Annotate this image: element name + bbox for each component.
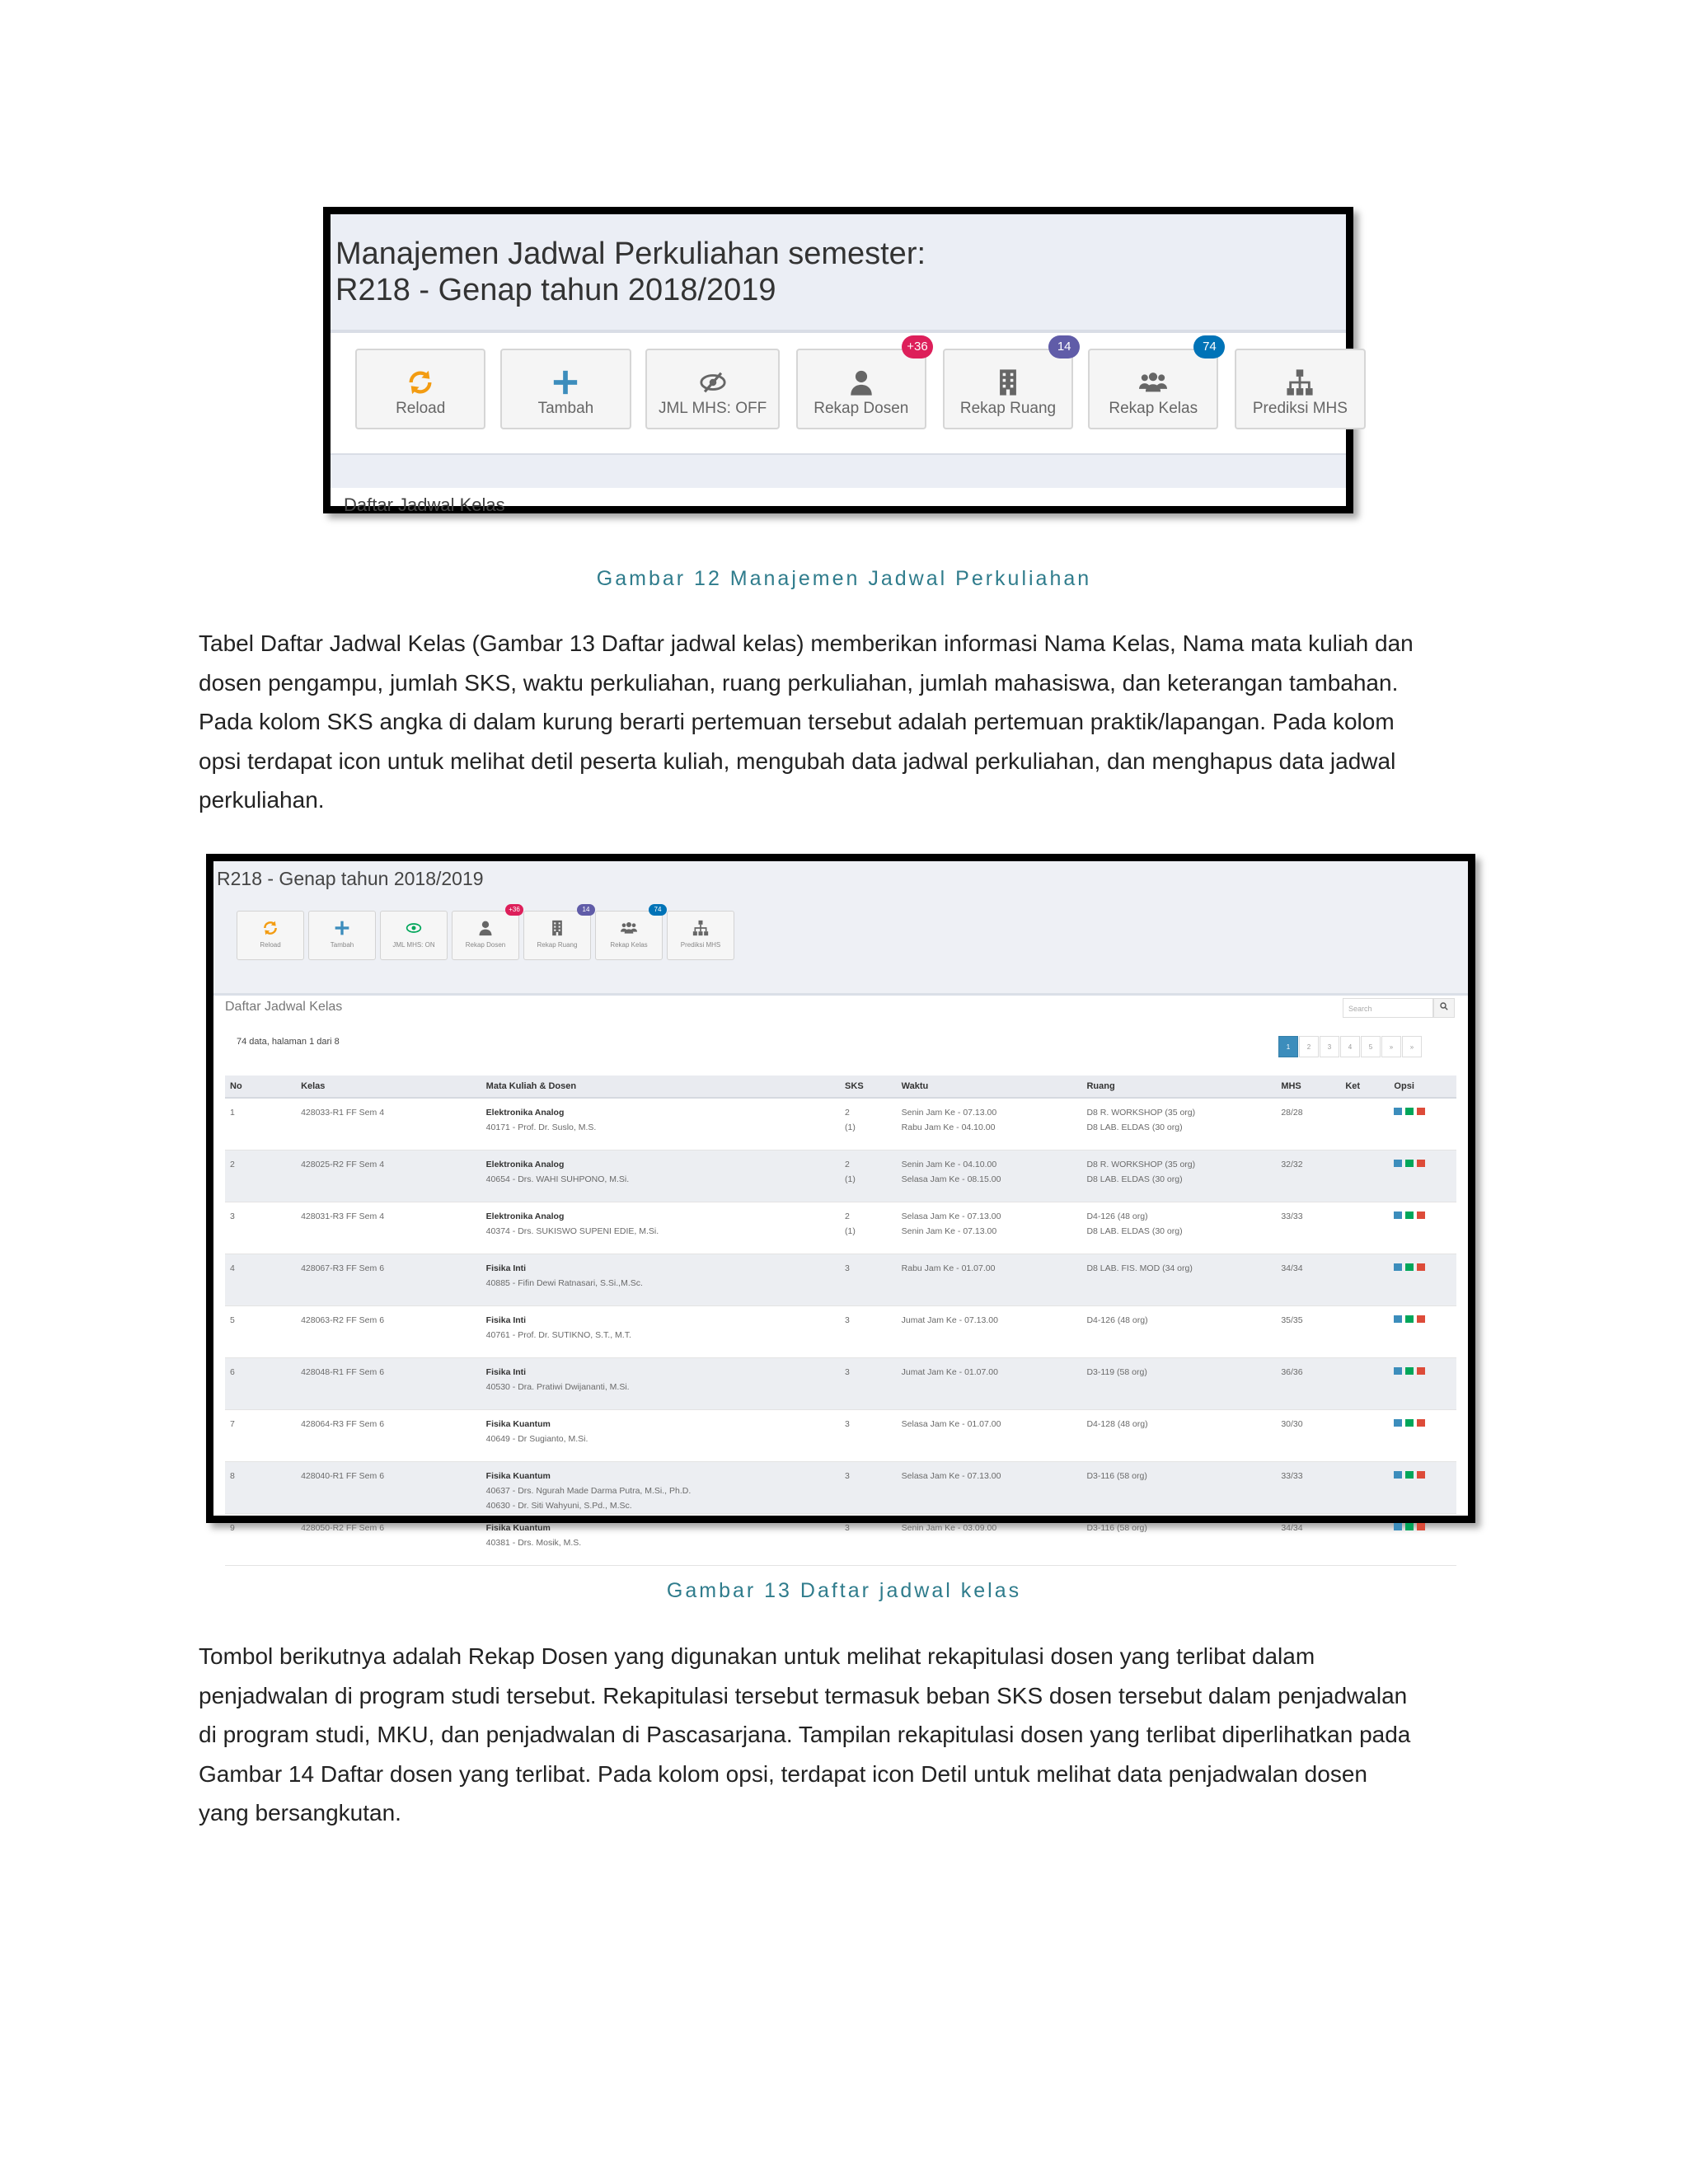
button-label: Reload — [260, 941, 281, 949]
sks-value: 3 — [845, 1315, 850, 1325]
rekap-dosen-button[interactable] — [452, 906, 520, 960]
page-link[interactable]: 1 — [1278, 1036, 1298, 1057]
button-label: Tambah — [330, 941, 354, 949]
search-icon — [1440, 1002, 1448, 1010]
sks-practical: (1) — [845, 1174, 856, 1184]
table-cell — [225, 1358, 296, 1410]
table-cell — [840, 1410, 897, 1462]
room: D4-128 (48 org) — [1086, 1419, 1148, 1429]
refresh-icon — [262, 920, 279, 936]
table-cell — [296, 1202, 481, 1254]
title-line-1: Manajemen Jadwal Perkuliahan semester: — [335, 237, 926, 271]
table-cell — [1276, 1306, 1340, 1358]
search-button[interactable] — [1433, 998, 1455, 1018]
table-cell — [1276, 1514, 1340, 1566]
schedule-time: Senin Jam Ke - 03.09.00 — [901, 1523, 997, 1533]
class-code: 428050-R2 FF Sem 6 — [301, 1523, 385, 1533]
table-cell — [840, 1151, 897, 1202]
class-code: 428025-R2 FF Sem 4 — [301, 1160, 385, 1169]
table-cell — [840, 1462, 897, 1514]
rekap-kelas-button[interactable] — [595, 906, 663, 960]
delete-icon[interactable] — [1417, 1367, 1425, 1375]
page-header — [331, 214, 1346, 333]
table-cell — [1340, 1151, 1389, 1202]
table-cell — [296, 1306, 481, 1358]
table-cell — [481, 1514, 840, 1566]
column-header: Waktu — [897, 1076, 1082, 1098]
sks-value: 3 — [845, 1367, 850, 1377]
table-cell — [1389, 1358, 1456, 1410]
edit-icon[interactable] — [1405, 1108, 1414, 1115]
paragraph-2 — [199, 1637, 1491, 1833]
room: D3-116 (58 org) — [1086, 1471, 1147, 1481]
table-cell — [897, 1514, 1082, 1566]
class-code: 428040-R1 FF Sem 6 — [301, 1471, 385, 1481]
title-line-2: R218 - Genap tahun 2018/2019 — [335, 273, 776, 307]
rekap-kelas-button[interactable] — [1088, 340, 1218, 429]
row-number: 8 — [230, 1471, 235, 1481]
paragraph-2-line: yang bersangkutan. — [199, 1800, 401, 1825]
count-badge: 14 — [577, 904, 595, 916]
schedule-time: Selasa Jam Ke - 01.07.00 — [901, 1419, 1001, 1429]
paragraph-2-line: Tombol berikutnya adalah Rekap Dosen yang digunakan untuk melihat rekapitulasi dosen yang terlibat dalam — [199, 1643, 1315, 1669]
table-cell — [481, 1202, 840, 1254]
table-cell — [840, 1358, 897, 1410]
tambah-button[interactable] — [500, 349, 631, 429]
table-cell — [1389, 1462, 1456, 1514]
student-count: 35/35 — [1281, 1315, 1303, 1325]
sks-practical: (1) — [845, 1226, 856, 1236]
table-cell — [225, 1254, 296, 1306]
prediksi-mhs-button[interactable] — [1235, 349, 1365, 429]
users-icon — [621, 920, 637, 936]
paragraph-1-line: dosen pengampu, jumlah SKS, waktu perkuliahan, ruang perkuliahan, jumlah mahasiswa, dan keterangan tambahan. — [199, 669, 1399, 696]
page-link[interactable]: 2 — [1299, 1036, 1319, 1057]
table-cell — [296, 1151, 481, 1202]
schedule-time: Senin Jam Ke - 07.13.00 — [901, 1108, 997, 1118]
room: D3-116 (58 org) — [1086, 1523, 1147, 1533]
table-cell — [481, 1151, 840, 1202]
edit-icon[interactable] — [1405, 1419, 1414, 1427]
table-row — [225, 1098, 1456, 1151]
table-cell — [840, 1202, 897, 1254]
table-cell — [225, 1306, 296, 1358]
row-number: 7 — [230, 1419, 235, 1429]
paragraph-2-line: di program studi, MKU, dan penjadwalan di Pascasarjana. Tampilan rekapitulasi dosen yang terlibat diperlihatkan pada — [199, 1722, 1411, 1747]
reload-button[interactable] — [355, 349, 485, 429]
detail-icon[interactable] — [1394, 1212, 1402, 1219]
table-cell — [897, 1202, 1082, 1254]
table-cell — [897, 1410, 1082, 1462]
plus-icon — [334, 920, 350, 936]
course-name: Elektronika Analog — [485, 1160, 565, 1169]
table-cell — [225, 1514, 296, 1566]
table-cell — [840, 1514, 897, 1566]
table-cell — [225, 1098, 296, 1151]
paragraph-2-line: Gambar 14 Daftar dosen yang terlibat. Pada kolom opsi, terdapat icon Detil untuk melihat data penjadwalan dosen — [199, 1760, 1367, 1787]
lecturer-name: 40885 - Fifin Dewi Ratnasari, S.Si.,M.Sc. — [485, 1278, 643, 1288]
table-cell — [897, 1358, 1082, 1410]
detail-icon[interactable] — [1394, 1315, 1402, 1323]
caption-figure-12: Gambar 12 Manajemen Jadwal Perkuliahan — [596, 567, 1092, 590]
room: D4-126 (48 org) — [1086, 1315, 1148, 1325]
delete-icon[interactable] — [1417, 1471, 1425, 1479]
room: D8 LAB. ELDAS (30 org) — [1086, 1174, 1183, 1184]
table-cell — [1340, 1514, 1389, 1566]
edit-icon[interactable] — [1405, 1523, 1414, 1530]
paragraph-1-line: Tabel Daftar Jadwal Kelas (Gambar 13 Daftar jadwal kelas) memberikan informasi Nama Kelas, Nama mata kuliah dan — [199, 630, 1414, 656]
building-icon — [994, 368, 1022, 396]
lecturer-name: 40637 - Drs. Ngurah Made Darma Putra, M.Si., Ph.D. — [485, 1486, 692, 1496]
table-cell — [840, 1306, 897, 1358]
delete-icon[interactable] — [1417, 1523, 1425, 1530]
page-link[interactable]: 4 — [1340, 1036, 1360, 1057]
table-cell — [1340, 1098, 1389, 1151]
row-number: 1 — [230, 1108, 235, 1118]
rekap-ruang-button[interactable] — [523, 906, 591, 960]
edit-icon[interactable] — [1405, 1160, 1414, 1167]
room: D8 LAB. ELDAS (30 org) — [1086, 1226, 1183, 1236]
data-count: 74 data, halaman 1 dari 8 — [237, 1037, 340, 1047]
table-cell — [897, 1306, 1082, 1358]
figure-12-screenshot — [323, 207, 1353, 513]
sks-value: 2 — [845, 1108, 850, 1118]
button-label: Rekap Kelas — [1109, 400, 1198, 417]
table-row — [225, 1306, 1456, 1358]
row-number: 2 — [230, 1160, 235, 1169]
table-cell — [897, 1254, 1082, 1306]
sks-value: 3 — [845, 1263, 850, 1273]
column-header: SKS — [840, 1076, 897, 1098]
table-cell — [1276, 1202, 1340, 1254]
button-label: Tambah — [537, 400, 594, 417]
page-link[interactable]: 3 — [1320, 1036, 1339, 1057]
paragraph-1-line: opsi terdapat icon untuk melihat detil peserta kuliah, mengubah data jadwal perkuliahan, dan menghapus data jadwal — [199, 748, 1396, 774]
table-cell — [1340, 1306, 1389, 1358]
sks-value: 3 — [845, 1471, 850, 1481]
table-cell — [225, 1410, 296, 1462]
lecturer-name: 40654 - Drs. WAHI SUHPONO, M.Si. — [485, 1174, 630, 1184]
count-badge: 14 — [1048, 335, 1080, 359]
rekap-ruang-button[interactable] — [943, 340, 1073, 429]
table-cell — [840, 1098, 897, 1151]
table-cell — [897, 1462, 1082, 1514]
table-cell — [1081, 1410, 1276, 1462]
table-cell — [296, 1462, 481, 1514]
table-cell — [225, 1151, 296, 1202]
class-code: 428064-R3 FF Sem 6 — [301, 1419, 385, 1429]
edit-icon[interactable] — [1405, 1471, 1414, 1479]
table-cell — [1340, 1254, 1389, 1306]
course-name: Fisika Inti — [485, 1367, 527, 1377]
page-link[interactable]: » — [1402, 1036, 1422, 1057]
delete-icon[interactable] — [1417, 1315, 1425, 1323]
table-cell — [1081, 1254, 1276, 1306]
table-cell — [1340, 1410, 1389, 1462]
course-name: Fisika Kuantum — [485, 1419, 551, 1429]
table-row — [225, 1151, 1456, 1202]
rekap-dosen-button[interactable] — [796, 340, 928, 429]
paragraph-2-line: penjadwalan di program studi tersebut. Rekapitulasi tersebut termasuk beban SKS dosen tersebut dalam penjadwalan — [199, 1682, 1408, 1708]
room: D8 R. WORKSHOP (35 org) — [1086, 1160, 1196, 1169]
room: D3-119 (58 org) — [1086, 1367, 1147, 1377]
button-label: Rekap Ruang — [959, 400, 1057, 417]
refresh-icon — [406, 368, 434, 396]
button-label: Rekap Ruang — [537, 941, 578, 949]
detail-icon[interactable] — [1394, 1160, 1402, 1167]
student-count: 34/34 — [1281, 1263, 1303, 1273]
count-badge: +36 — [902, 335, 933, 359]
room: D8 LAB. ELDAS (30 org) — [1086, 1122, 1183, 1132]
column-header: Ket — [1340, 1076, 1389, 1098]
student-count: 36/36 — [1281, 1367, 1303, 1377]
table-row — [225, 1410, 1456, 1462]
schedule-time: Senin Jam Ke - 04.10.00 — [901, 1160, 997, 1169]
delete-icon[interactable] — [1417, 1160, 1425, 1167]
table-cell — [296, 1254, 481, 1306]
lecturer-name: 40761 - Prof. Dr. SUTIKNO, S.T., M.T. — [485, 1330, 631, 1340]
button-label: Prediksi MHS — [680, 941, 721, 949]
count-badge: 74 — [1193, 335, 1225, 359]
search-input[interactable]: Search — [1343, 998, 1433, 1018]
sks-value: 2 — [845, 1160, 850, 1169]
table-cell — [1081, 1306, 1276, 1358]
class-code: 428031-R3 FF Sem 4 — [301, 1212, 385, 1221]
schedule-time: Jumat Jam Ke - 01.07.00 — [901, 1367, 998, 1377]
column-header: No — [225, 1076, 296, 1098]
column-header: Mata Kuliah & Dosen — [481, 1076, 840, 1098]
column-header: Opsi — [1389, 1076, 1456, 1098]
lecturer-name: 40630 - Dr. Siti Wahyuni, S.Pd., M.Sc. — [485, 1501, 632, 1511]
student-count: 28/28 — [1281, 1108, 1303, 1118]
plus-icon — [551, 368, 579, 396]
schedule-time: Selasa Jam Ke - 08.15.00 — [901, 1174, 1001, 1184]
button-label: JML MHS: ON — [392, 941, 435, 949]
sks-value: 3 — [845, 1419, 850, 1429]
table-cell — [1276, 1151, 1340, 1202]
course-name: Fisika Kuantum — [485, 1523, 551, 1533]
class-code: 428067-R3 FF Sem 6 — [301, 1263, 385, 1273]
schedule-time: Rabu Jam Ke - 01.07.00 — [901, 1263, 996, 1273]
button-label: Prediksi MHS — [1252, 400, 1348, 417]
table-cell — [1276, 1358, 1340, 1410]
schedule-time: Senin Jam Ke - 07.13.00 — [901, 1226, 997, 1236]
tambah-button[interactable] — [308, 911, 376, 960]
page-link[interactable]: » — [1381, 1036, 1401, 1057]
table-cell — [481, 1098, 840, 1151]
count-badge: 74 — [649, 904, 667, 916]
table-row — [225, 1514, 1456, 1566]
student-count: 32/32 — [1281, 1160, 1303, 1169]
table-row — [225, 1358, 1456, 1410]
page-title — [335, 236, 926, 308]
table-row — [225, 1254, 1456, 1306]
table-cell — [481, 1410, 840, 1462]
lecturer-name: 40374 - Drs. SUKISWO SUPENI EDIE, M.Si. — [485, 1226, 659, 1236]
panel-title: Daftar Jadwal Kelas — [225, 1000, 343, 1014]
sks-practical: (1) — [845, 1122, 856, 1132]
lecturer-name: 40530 - Dra. Pratiwi Dwijananti, M.Si. — [485, 1382, 630, 1392]
table-cell — [1340, 1202, 1389, 1254]
panel-header-strip — [331, 453, 1346, 488]
table-cell — [1340, 1462, 1389, 1514]
building-icon — [549, 920, 565, 936]
schedule-time: Jumat Jam Ke - 07.13.00 — [901, 1315, 998, 1325]
row-number: 3 — [230, 1212, 235, 1221]
course-name: Fisika Inti — [485, 1263, 527, 1273]
delete-icon[interactable] — [1417, 1263, 1425, 1271]
table-cell — [481, 1462, 840, 1514]
table-cell — [1276, 1462, 1340, 1514]
jml-mhs-off-button[interactable] — [645, 349, 779, 429]
table-cell — [225, 1462, 296, 1514]
table-cell — [1389, 1410, 1456, 1462]
detail-icon[interactable] — [1394, 1523, 1402, 1530]
student-count: 33/33 — [1281, 1212, 1303, 1221]
eye-icon — [406, 920, 422, 936]
delete-icon[interactable] — [1417, 1212, 1425, 1219]
table-cell — [840, 1254, 897, 1306]
table-cell — [1340, 1358, 1389, 1410]
table-cell — [897, 1151, 1082, 1202]
button-label: Rekap Dosen — [465, 941, 506, 949]
page-link[interactable]: 5 — [1361, 1036, 1381, 1057]
button-label: Rekap Dosen — [814, 400, 909, 417]
button-label: Rekap Kelas — [610, 941, 648, 949]
users-icon — [1139, 368, 1167, 396]
table-cell — [296, 1410, 481, 1462]
button-label: JML MHS: OFF — [658, 400, 767, 417]
table-cell — [1081, 1514, 1276, 1566]
table-row — [225, 1202, 1456, 1254]
course-name: Elektronika Analog — [485, 1212, 565, 1221]
table-cell — [225, 1202, 296, 1254]
edit-icon[interactable] — [1405, 1315, 1414, 1323]
table-cell — [296, 1098, 481, 1151]
delete-icon[interactable] — [1417, 1419, 1425, 1427]
caption-figure-13: Gambar 13 Daftar jadwal kelas — [666, 1579, 1022, 1602]
page-header — [213, 861, 1468, 996]
paragraph-1 — [199, 624, 1491, 820]
student-count: 33/33 — [1281, 1471, 1303, 1481]
table-cell — [1081, 1358, 1276, 1410]
table-cell — [1389, 1098, 1456, 1151]
column-header: Ruang — [1081, 1076, 1276, 1098]
user-icon — [847, 368, 875, 396]
table-row — [225, 1462, 1456, 1514]
course-name: Elektronika Analog — [485, 1108, 565, 1118]
row-number: 4 — [230, 1263, 235, 1273]
table-cell — [897, 1098, 1082, 1151]
column-header: MHS — [1276, 1076, 1340, 1098]
row-number: 5 — [230, 1315, 235, 1325]
eye-slash-icon — [699, 368, 727, 396]
table-header-row — [225, 1076, 1456, 1098]
table-cell — [1276, 1254, 1340, 1306]
table-cell — [1081, 1151, 1276, 1202]
table-cell — [1276, 1098, 1340, 1151]
course-name: Fisika Inti — [485, 1315, 527, 1325]
class-code: 428048-R1 FF Sem 6 — [301, 1367, 385, 1377]
prediksi-mhs-button[interactable] — [667, 911, 734, 960]
table-cell — [1389, 1151, 1456, 1202]
table-cell — [1389, 1202, 1456, 1254]
lecturer-name: 40171 - Prof. Dr. Suslo, M.S. — [485, 1122, 597, 1132]
table-cell — [1389, 1514, 1456, 1566]
button-label: Reload — [396, 400, 446, 417]
detail-icon[interactable] — [1394, 1367, 1402, 1375]
edit-icon[interactable] — [1405, 1367, 1414, 1375]
page-title: R218 - Genap tahun 2018/2019 — [217, 868, 484, 889]
student-count: 34/34 — [1281, 1523, 1303, 1533]
lecturer-name: 40381 - Drs. Mosik, M.S. — [485, 1538, 582, 1548]
detail-icon[interactable] — [1394, 1471, 1402, 1479]
room: D4-126 (48 org) — [1086, 1212, 1148, 1221]
schedule-time: Selasa Jam Ke - 07.13.00 — [901, 1212, 1001, 1221]
row-number: 9 — [230, 1523, 235, 1533]
table-cell — [1081, 1098, 1276, 1151]
paragraph-1-line: perkuliahan. — [199, 787, 325, 813]
table-cell — [481, 1358, 840, 1410]
table-cell — [481, 1306, 840, 1358]
table-cell — [1389, 1254, 1456, 1306]
panel-title-cut: Daftar Jadwal Kelas — [344, 494, 505, 515]
room: D8 R. WORKSHOP (35 org) — [1086, 1108, 1196, 1118]
detail-icon[interactable] — [1394, 1263, 1402, 1271]
schedule-time: Rabu Jam Ke - 04.10.00 — [901, 1122, 996, 1132]
table-cell — [1276, 1410, 1340, 1462]
sks-value: 2 — [845, 1212, 850, 1221]
detail-icon[interactable] — [1394, 1419, 1402, 1427]
course-name: Fisika Kuantum — [485, 1471, 551, 1481]
detail-icon[interactable] — [1394, 1108, 1402, 1115]
sitemap-icon — [692, 920, 709, 936]
count-badge: +36 — [505, 904, 523, 916]
table-cell — [296, 1514, 481, 1566]
figure-13-screenshot — [206, 854, 1475, 1548]
edit-icon[interactable] — [1405, 1263, 1414, 1271]
lecturer-name: 40649 - Dr Sugianto, M.Si. — [485, 1434, 588, 1444]
table-cell — [296, 1358, 481, 1410]
schedule-table — [225, 1076, 1456, 1566]
table-cell — [1081, 1462, 1276, 1514]
sks-value: 3 — [845, 1523, 850, 1533]
student-count: 30/30 — [1281, 1419, 1303, 1429]
paragraph-1-line: Pada kolom SKS angka di dalam kurung berarti pertemuan tersebut adalah pertemuan praktik/lapangan. Pada kolom — [199, 709, 1395, 734]
jml-mhs-on-button[interactable] — [380, 911, 448, 960]
table-cell — [1081, 1202, 1276, 1254]
table-cell — [481, 1254, 840, 1306]
user-icon — [477, 920, 494, 936]
reload-button[interactable] — [237, 911, 304, 960]
row-number: 6 — [230, 1367, 235, 1377]
class-code: 428063-R2 FF Sem 6 — [301, 1315, 385, 1325]
delete-icon[interactable] — [1417, 1108, 1425, 1115]
table-cell — [1389, 1306, 1456, 1358]
column-header: Kelas — [296, 1076, 481, 1098]
schedule-time: Selasa Jam Ke - 07.13.00 — [901, 1471, 1001, 1481]
room: D8 LAB. FIS. MOD (34 org) — [1086, 1263, 1193, 1273]
sitemap-icon — [1286, 368, 1314, 396]
edit-icon[interactable] — [1405, 1212, 1414, 1219]
class-code: 428033-R1 FF Sem 4 — [301, 1108, 385, 1118]
